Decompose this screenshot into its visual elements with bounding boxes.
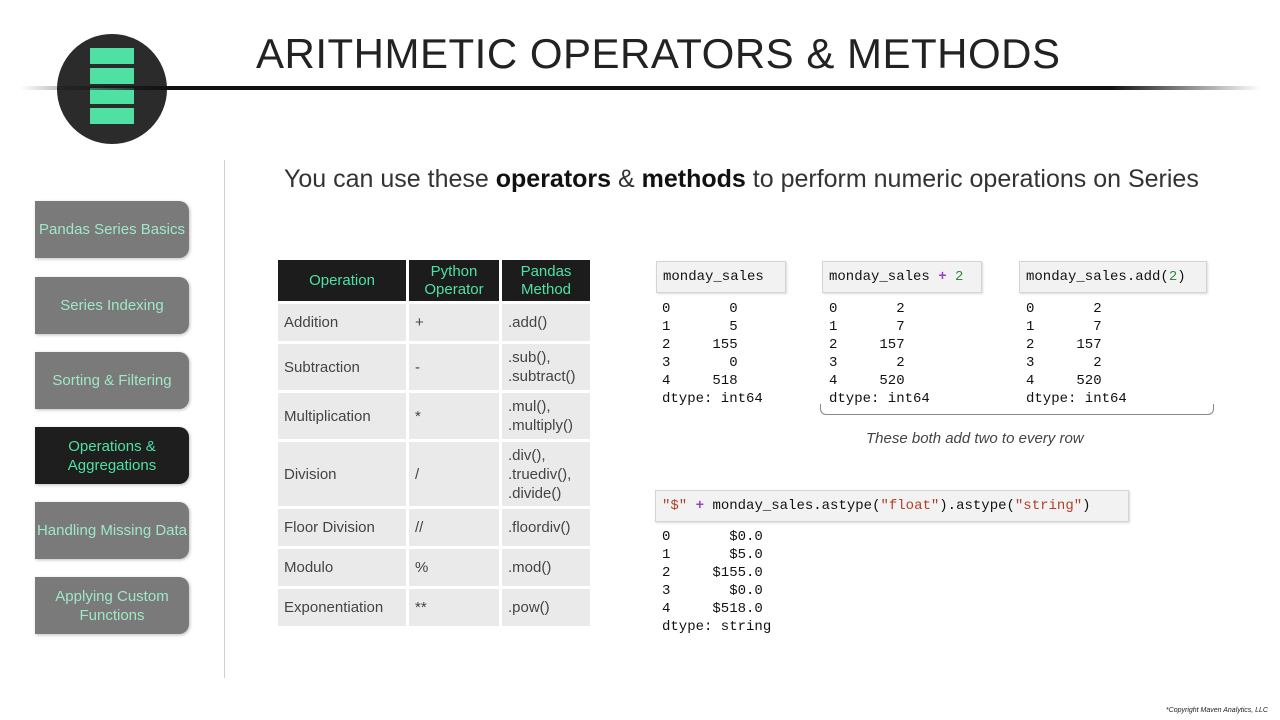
code-output-add-method: 0 2 1 7 2 157 3 2 4 520 dtype: int64: [1026, 301, 1127, 407]
method-cell: .add(): [502, 304, 590, 341]
method-cell: .floordiv(): [502, 509, 590, 546]
subtitle: You can use these operators & methods to perform numeric operations on Series: [284, 165, 1199, 193]
operator-cell: -: [409, 344, 499, 390]
grouping-brace: [820, 404, 1214, 415]
operation-cell: Division: [278, 442, 406, 506]
page-title: ARITHMETIC OPERATORS & METHODS: [256, 30, 1061, 77]
sidebar-item-pandas-series-basics[interactable]: Pandas Series Basics: [35, 201, 189, 258]
method-cell: .mod(): [502, 549, 590, 586]
method-cell: .sub(), .subtract(): [502, 344, 590, 390]
operator-cell: **: [409, 589, 499, 626]
code-output-plus-operator: 0 2 1 7 2 157 3 2 4 520 dtype: int64: [829, 301, 930, 407]
table-row: [278, 344, 590, 390]
copyright-notice: *Copyright Maven Analytics, LLC: [1165, 707, 1268, 714]
table-row: [278, 442, 590, 506]
operation-cell: Exponentiation: [278, 589, 406, 626]
code-output-astype-concat: 0 $0.0 1 $5.0 2 $155.0 3 $0.0 4 $518.0 dtype: string: [662, 529, 772, 635]
operation-cell: Floor Division: [278, 509, 406, 546]
code-input-add-method: monday_sales.add(2): [1019, 261, 1207, 293]
operator-cell: %: [409, 549, 499, 586]
method-cell: .mul(), .multiply(): [502, 393, 590, 439]
operation-cell: Modulo: [278, 549, 406, 586]
table-row: [278, 589, 590, 626]
method-cell: .pow(): [502, 589, 590, 626]
sidebar-item-series-indexing[interactable]: Series Indexing: [35, 277, 189, 334]
operator-cell: /: [409, 442, 499, 506]
operation-cell: Addition: [278, 304, 406, 341]
table-row: [278, 304, 590, 341]
method-cell: .div(), .truediv(), .divide(): [502, 442, 590, 506]
operation-cell: Subtraction: [278, 344, 406, 390]
brace-note: These both add two to every row: [866, 430, 1084, 447]
column-header: Pandas Method: [502, 260, 590, 301]
sidebar-divider: [224, 160, 225, 678]
operator-cell: *: [409, 393, 499, 439]
column-header: Python Operator: [409, 260, 499, 301]
table-header-row: [278, 260, 590, 301]
operation-cell: Multiplication: [278, 393, 406, 439]
operator-cell: +: [409, 304, 499, 341]
sidebar-item-handling-missing-data[interactable]: Handling Missing Data: [35, 502, 189, 559]
column-header: Operation: [278, 260, 406, 301]
title-divider: [20, 86, 1260, 90]
table-row: [278, 549, 590, 586]
sidebar-item-applying-custom-functions[interactable]: Applying Custom Functions: [35, 577, 189, 634]
operators-table: [275, 257, 593, 629]
sidebar-item-sorting-filtering[interactable]: Sorting & Filtering: [35, 352, 189, 409]
operator-cell: //: [409, 509, 499, 546]
sidebar-item-operations-aggregations[interactable]: Operations & Aggregations: [35, 427, 189, 484]
code-input-astype-concat: "$" + monday_sales.astype("float").astype("string"): [655, 490, 1129, 522]
table-row: [278, 393, 590, 439]
code-input-plus-operator: monday_sales + 2: [822, 261, 982, 293]
table-row: [278, 509, 590, 546]
code-input-monday-sales: monday_sales: [656, 261, 786, 293]
code-output-monday-sales: 0 0 1 5 2 155 3 0 4 518 dtype: int64: [662, 301, 763, 407]
